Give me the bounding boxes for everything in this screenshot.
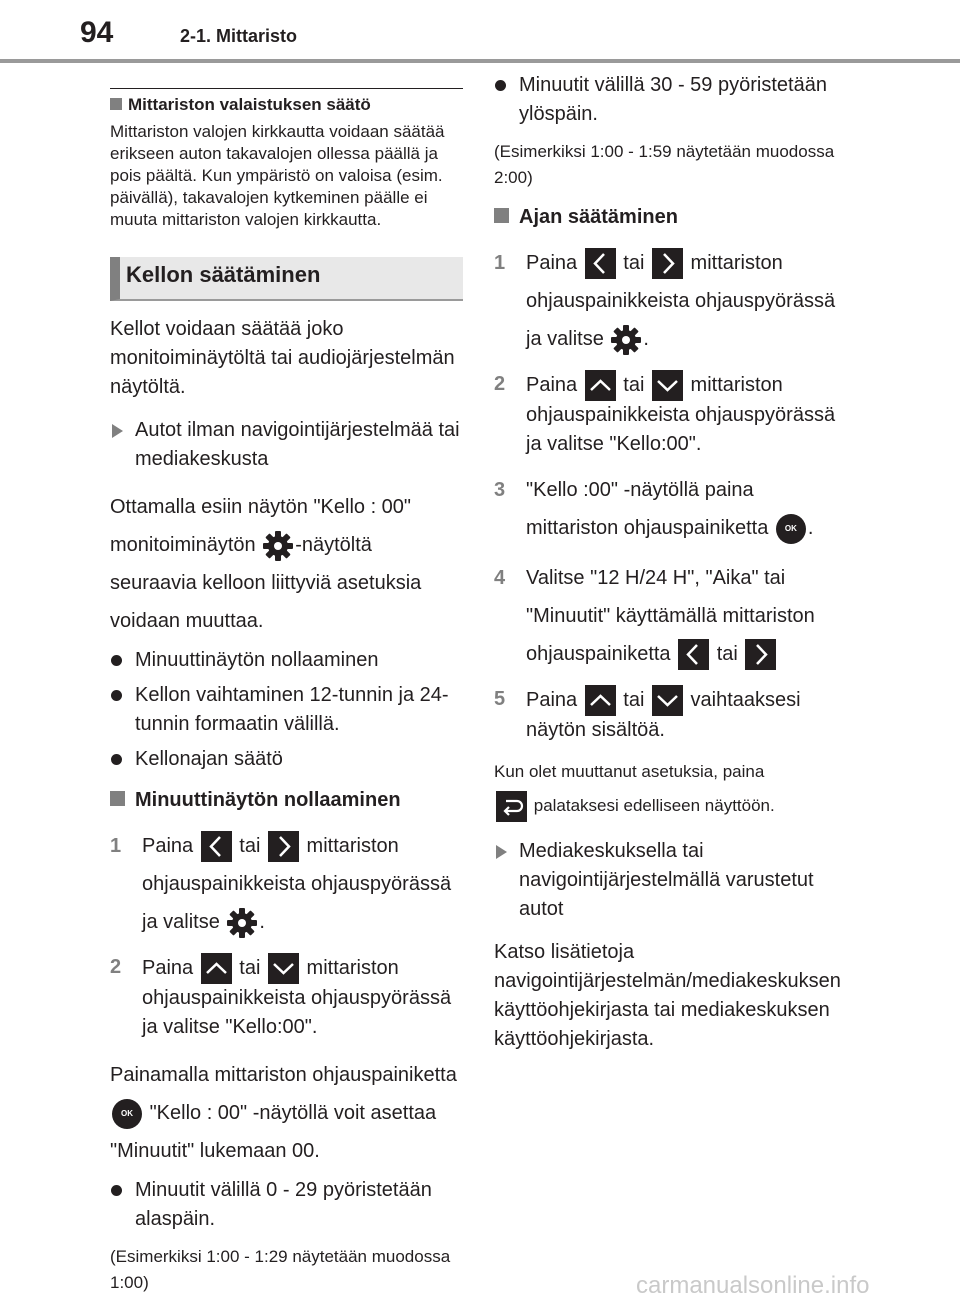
- triangle-bullet-icon: [112, 424, 123, 438]
- time-heading: Ajan säätäminen: [494, 203, 844, 232]
- list-item: Minuutit välillä 30 - 59 pyöristetään ylöspäin.: [494, 71, 844, 129]
- step-number: 5: [494, 688, 506, 710]
- chevron-down-icon: [268, 953, 299, 984]
- gear-icon: [262, 530, 294, 562]
- step-5: 5 Paina tai vaihtaaksesi näytön sisältöä.: [494, 685, 844, 745]
- chevron-right-icon: [745, 639, 776, 670]
- case-item: Autot ilman navigointijärjestelmää tai mediakeskusta: [110, 416, 463, 474]
- chevron-left-icon: [201, 831, 232, 862]
- ok-button-icon: OK: [112, 1099, 142, 1129]
- square-bullet-icon: [110, 98, 122, 110]
- step-number: 3: [494, 479, 506, 501]
- back-icon: [496, 791, 527, 822]
- chevron-left-icon: [585, 248, 616, 279]
- lighting-heading: Mittariston valaistuksen säätö: [110, 95, 463, 115]
- step-3: 3 "Kello :00" -näytöllä paina mittariston ohjauspainiketta OK .: [494, 471, 844, 547]
- step-1: 1 Paina tai mittariston ohjauspainikkeista ohjauspyörässä ja valitse .: [110, 827, 463, 941]
- closing-text: Katso lisätietoja navigointijärjestelmän/mediakeskuksen käyttöohjekirjasta tai mediakeskuksen käyttöohjekirjasta.: [494, 941, 841, 1050]
- divider: [110, 88, 463, 89]
- ok-button-icon: OK: [776, 514, 806, 544]
- ok-paragraph: Painamalla mittariston ohjauspainiketta OK "Kello : 00" -näytöllä voit asettaa "Minuutit" lukemaan 00.: [110, 1064, 457, 1162]
- gear-icon: [610, 324, 642, 356]
- step-2: 2 Paina tai mittariston ohjauspainikkeista ohjauspyörässä ja valitse "Kello:00".: [110, 953, 463, 1042]
- page-header: [0, 0, 960, 62]
- after-note: Kun olet muuttanut asetuksia, paina palataksesi edelliseen näyttöön.: [494, 755, 844, 823]
- case-item: Mediakeskuksella tai navigointijärjestelmällä varustetut autot: [494, 837, 844, 924]
- step-number: 2: [494, 373, 506, 395]
- lighting-body: Mittariston valojen kirkkautta voidaan säätää erikseen auton takavalojen ollessa päällä ja pois päältä. Kun ympäristö on valoisa (esim. päivällä), takavalojen kytkeminen päälle ei muuta mittariston valojen kirkkautta.: [110, 122, 445, 229]
- chapter-title: 2-1. Mittaristo: [180, 26, 298, 46]
- intro-text: Kellot voidaan säätää joko monitoiminäytöltä tai audiojärjestelmän näytöltä.: [110, 318, 455, 398]
- right-column: [494, 74, 844, 1054]
- step-1: 1 Paina tai mittariston ohjauspainikkeista ohjauspyörässä ja valitse .: [494, 244, 844, 358]
- list-item: Kellonajan säätö: [110, 745, 463, 774]
- gear-icon: [226, 907, 258, 939]
- chevron-up-icon: [585, 685, 616, 716]
- chevron-up-icon: [201, 953, 232, 984]
- triangle-bullet-icon: [496, 845, 507, 859]
- header-rule: [0, 59, 960, 63]
- list-item: Kellon vaihtaminen 12-tunnin ja 24-tunnin formaatin välillä.: [110, 681, 463, 739]
- page-number: 94: [80, 16, 114, 49]
- settings-paragraph: Ottamalla esiin näytön "Kello : 00" monitoiminäytön -näytöltä seuraavia kelloon liittyviä asetuksia voidaan muuttaa.: [110, 496, 422, 632]
- list-item: Minuutit välillä 0 - 29 pyöristetään alaspäin.: [110, 1176, 463, 1234]
- reset-heading: Minuuttinäytön nollaaminen: [110, 786, 463, 815]
- list-item: Minuuttinäytön nollaaminen: [110, 646, 463, 675]
- chevron-up-icon: [585, 370, 616, 401]
- section-title: Kellon säätäminen: [126, 262, 321, 287]
- square-bullet-icon: [494, 208, 509, 223]
- left-column: [110, 80, 463, 1296]
- chevron-down-icon: [652, 370, 683, 401]
- section-title-bar: [110, 257, 463, 301]
- square-bullet-icon: [110, 791, 125, 806]
- bullet-icon: [111, 754, 122, 765]
- bullet-icon: [111, 655, 122, 666]
- bullet-icon: [111, 690, 122, 701]
- chevron-right-icon: [652, 248, 683, 279]
- chevron-down-icon: [652, 685, 683, 716]
- step-number: 1: [494, 252, 506, 274]
- bullet-icon: [111, 1185, 122, 1196]
- step-2: 2 Paina tai mittariston ohjauspainikkeista ohjauspyörässä ja valitse "Kello:00".: [494, 370, 844, 459]
- example-note: (Esimerkiksi 1:00 - 1:29 näytetään muodossa 1:00): [110, 1247, 451, 1292]
- example-note: (Esimerkiksi 1:00 - 1:59 näytetään muodossa 2:00): [494, 142, 835, 187]
- chevron-right-icon: [268, 831, 299, 862]
- chevron-left-icon: [678, 639, 709, 670]
- step-number: 4: [494, 567, 506, 589]
- bullet-icon: [495, 80, 506, 91]
- step-number: 2: [110, 956, 122, 978]
- step-number: 1: [110, 835, 122, 857]
- watermark: carmanualsonline.info: [636, 1272, 870, 1299]
- step-4: 4 Valitse "12 H/24 H", "Aika" tai "Minuutit" käyttämällä mittariston ohjauspainiketta tai: [494, 559, 844, 673]
